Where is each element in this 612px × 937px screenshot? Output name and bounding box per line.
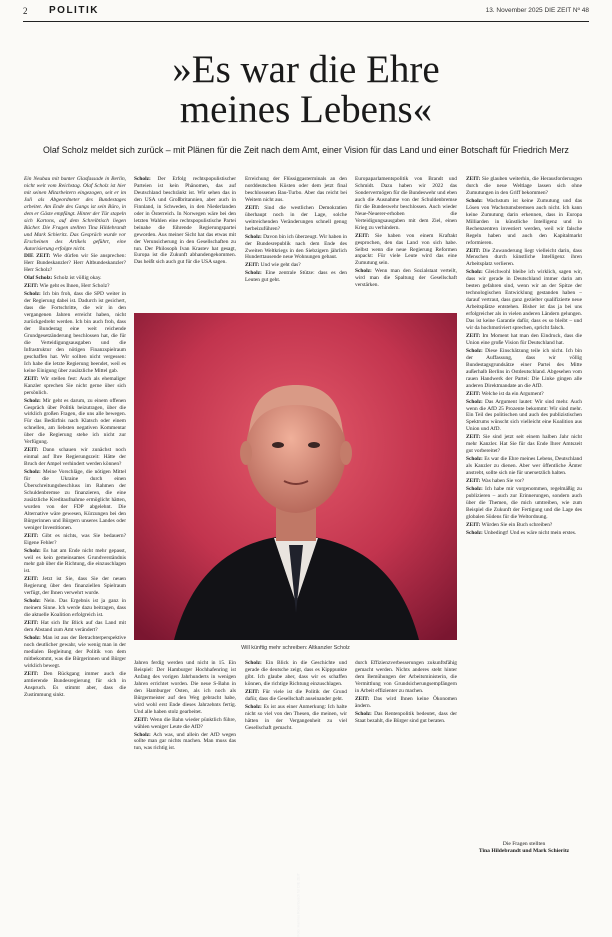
- interview-answer: [24, 275, 126, 282]
- paragraph-text: Ein Neubau mit bunter Glasfassade in Berlin, nicht weit vom Reichstag. Olaf Scholz ist hier mit seinen Mitarbeitern eingezogen, seit er im Juli als Abgeordneter des Bundestages arbeitet. Am Ende des Gangs ist sein Büro, in dem er Gäste empfängt. Hinter der Tür stapeln sich Kartons, auf dem Schreibtisch liegen Bücher. Die Fragen stellten Tina Hildebrandt und Mark Schieritz. Das Gespräch wurde vor Erscheinen des Artikels geführt, eine Autorisierung erfolgte nicht.: [24, 176, 126, 252]
- paragraph-text: Gibt es nichts, was Sie bedauern? Eigene Fehler?: [24, 532, 126, 546]
- paragraph-text: Jetzt ist Sie, dass Sie der neuen Regierung über den finanziellen Spielraum verfügt, der Ihnen verwehrt wurde.: [24, 576, 126, 597]
- interview-answer: [466, 269, 582, 332]
- page-header: [23, 6, 589, 20]
- speaker-label: Scholz:: [245, 703, 264, 710]
- speaker-label: ZEIT:: [466, 521, 482, 528]
- interview-question: [355, 696, 457, 710]
- article-column-4-bottom: [355, 660, 457, 856]
- interview-answer: [134, 732, 236, 753]
- interview-answer: [466, 348, 582, 390]
- interview-answer: [466, 530, 582, 537]
- paragraph-text: Im Moment hat man den Eindruck, dass die Union eine große Vision für Deutschland hat.: [466, 332, 582, 346]
- paragraph-text: Für viele ist die Politik der Grund dafür, dass die Gesellschaft auseinander geht.: [245, 688, 347, 702]
- paragraph-text: Sie haben von einem Kraftakt gesprochen, den das Land von sich habe. Selbst wenn die neue Regierung Reformen anpackt: Für viele Leute wird das eine Zumutung sein.: [355, 232, 457, 267]
- interview-answer: [466, 456, 582, 477]
- paragraph-text: Ein Blick in die Geschichte und gerade die deutsche zeigt, dass es Kipppunkte gibt. Ich glaube aber, dass wir es schaffen können, die richtige Richtung einzuschlagen.: [245, 660, 348, 687]
- interview-question: [24, 620, 126, 634]
- interview-answer: [466, 399, 582, 434]
- article-column-3-bottom: [245, 660, 347, 856]
- headline-line-1: »Es war die Ehre: [172, 48, 440, 91]
- interview-question: [24, 283, 126, 290]
- paragraph-text: Wachstum ist keine Zumutung und das Lösen von Wachstumsbremsen auch nicht. Ich kann keine Zumutung darin erkennen, dass in Europa Milliarden in künstliche Intelligenz und in Rechenzentren investiert werden, weil wir falsche Regeln haben und auch den Kapitalmarkt reformieren.: [466, 197, 582, 246]
- paragraph-text: Mir geht es darum, zu einem offenen Gespräch über Politik beizutragen, über die wirklich großen Fragen, die uns alle bewegen. Für das Bedürfnis nach Klatsch oder einem schnellen, am liebsten negativen Kommentar über die Regierung stehe ich nicht zur Verfügung.: [24, 397, 126, 446]
- photo-credit: Foto: Hannes Rosenbusch für DIE ZEIT: [297, 873, 301, 937]
- paragraph-text: Das wird Ihnen keine Ökonomen ändern.: [355, 695, 457, 709]
- speaker-label: ZEIT:: [355, 695, 374, 702]
- photo-caption: Will künftig mehr schreiben: Altkanzler Scholz: [241, 645, 350, 651]
- speaker-label: ZEIT:: [245, 262, 261, 269]
- interview-question: [466, 333, 582, 347]
- paragraph-text: Ich bin froh, dass die SPD weiter in der Regierung dabei ist. Dadurch ist gesichert, dass die Fortschritte, die wir in den vergangenen Jahren erreicht haben, nicht zurückgedreht werden. Ich bin auch froh, dass der Bundestag eine weit reichende Grundgesetzänderung beschlossen hat, die für die Verteidigungsausgaben und die Infrastruktur den nötigen Finanzspielraum geschaffen hat. Wir sollten nicht vergessen: Ich habe die letzte Regierung beendet, weil es keine Einigung über zusätzliche Mittel gab.: [24, 291, 126, 374]
- paragraph-text: Würden Sie ein Buch schreiben?: [481, 521, 553, 528]
- article-column-1: [24, 176, 126, 856]
- paragraph-text: Jahren ferdig werden und nicht in 15. Ein Beispiel: Der Hamburger Hochhafenring ist Anfang des vorigen Jahrhunderts in wenigen Jahren errichtet worden. Die neue S-Bahn in den Hamburger Osten, als ich noch als Bürgermeister auf den Weg gebracht habe, wird wohl erst Ende dieses Jahrzehnts fertig. Und alle haben stolz gearbeitet.: [134, 660, 236, 715]
- speaker-label: Scholz:: [466, 197, 487, 204]
- interview-question: [24, 533, 126, 547]
- paragraph-text: Den Rückgang immer auch die amtierende Bundesregierung für sich in Anspruch. Es stimmt aber, dass die Zustimmung sinkt.: [24, 670, 126, 698]
- speaker-label: Scholz:: [355, 710, 375, 717]
- interview-question: [245, 262, 347, 269]
- interview-answer: [466, 198, 582, 247]
- speaker-label: ZEIT:: [134, 716, 150, 723]
- speaker-label: ZEIT:: [466, 478, 482, 485]
- portrait-illustration: [134, 313, 457, 640]
- speaker-label: ZEIT:: [245, 204, 265, 211]
- paragraph-text: Die Zuwanderung liegt vielleicht darin, dass Menschen durch künstliche Intelligenz ihren Arbeitsplatz verlieren.: [466, 247, 582, 268]
- paragraph-text: Hat sich Ihr Blick auf das Land mit dem Abstand zum Amt verändert?: [24, 620, 126, 634]
- speaker-label: Scholz:: [466, 398, 485, 405]
- interview-answer: [134, 660, 236, 716]
- interview-answer: [245, 176, 347, 204]
- speaker-label: Scholz:: [24, 598, 44, 605]
- speaker-label: Scholz:: [24, 635, 43, 641]
- speaker-label: Scholz:: [24, 397, 43, 404]
- interviewer-credit-names: Tina Hildebrandt und Mark Schieritz: [478, 848, 570, 854]
- interviewer-credit-label: Die Fragen stellten: [502, 841, 546, 847]
- article-column-2-bottom: [134, 660, 236, 856]
- interview-question: [245, 205, 347, 233]
- interview-answer: [355, 176, 457, 232]
- interview-question: [24, 253, 126, 274]
- paragraph-text: Sind die westlichen Demokratien überhaupt noch in der Lage, solche weitreichenden Veränderungen schnell genug herbeizuführen?: [245, 204, 347, 232]
- paragraph-text: Wenn die Bahn wieder pünktlich führe, wählen weniger Leute die AfD?: [134, 716, 236, 730]
- paragraph-text: Davon bin ich überzeugt. Wir haben in der Bundesrepublik nach dem Ende des Zweiten Weltkriegs in den Siebzigern jährlich Hunderttausende neue Wohnungen gebaut.: [245, 233, 347, 261]
- interview-answer: [245, 660, 347, 688]
- paragraph-text: Ich habe mir vorgenommen, regelmäßig zu publizieren – auch zur Erinnerungen, sondern auch über die Themen, die mich umtreiben, wie zum Beispiel die Zukunft der Fertigung und die Lage des globalen Südens für die Weltordnung.: [466, 485, 582, 520]
- interview-answer: [24, 548, 126, 576]
- paragraph-text: Und wie geht das?: [260, 262, 301, 269]
- paragraph-text: Wie geht es Ihnen, Herr Scholz?: [39, 283, 110, 290]
- interviewer-credit: [466, 841, 582, 855]
- speaker-label: Scholz:: [134, 176, 158, 182]
- paragraph-text: Was haben Sie vor?: [481, 478, 525, 485]
- paragraph-text: Nein. Das Ergebnis ist ja ganz in meinem Sinne. Ich werde dazu beitragen, dass die aktuelle Koalition erfolgreich ist.: [24, 598, 126, 619]
- interview-question: [466, 248, 582, 269]
- speaker-label: Scholz:: [24, 469, 43, 476]
- headline: [0, 50, 612, 130]
- speaker-label: Scholz:: [245, 660, 266, 666]
- speaker-label: Scholz:: [245, 233, 264, 240]
- interview-answer: [134, 176, 236, 266]
- speaker-label: ZEIT:: [466, 390, 482, 397]
- interview-question: [24, 376, 126, 397]
- paragraph-text: Das Rentenpolitik bedeutet, dass der Staat bezahlt, die Bürger sind gut beraten.: [355, 710, 457, 724]
- speaker-label: Olaf Scholz:: [24, 275, 54, 282]
- paragraph-text: Ach was, und allein der AfD wegen sollte man gar nichts machen. Man muss das tun, was richtig ist.: [134, 731, 236, 752]
- section-title: POLITIK: [49, 5, 99, 16]
- speaker-label: ZEIT:: [24, 283, 40, 290]
- paragraph-text: Der Erfolg rechtspopulistischer Parteien ist kein Phänomen, das auf Deutschland beschränkt ist. Wir sehen das in den USA und Großbritannien, aber auch in Finnland, in Schweden, in den Niederlanden oder in Österreich. In Norwegen wäre bei den letzten Wahlen eine rechtspopulistische Partei beinahe die führende Regierungspartei geworden. Aus meiner Sicht hat das etwas mit der Verunsicherung in den Gesellschaften zu tun. Der Philosoph Ivan Krastev hat gesagt, Europa ist die Zukunft abhandengekommen. Das heißt sich auch gut für die USA sagen.: [134, 176, 236, 266]
- interview-answer: [355, 660, 457, 695]
- speaker-label: ZEIT:: [466, 176, 482, 182]
- speaker-label: Scholz:: [466, 269, 486, 276]
- interview-answer: [466, 486, 582, 521]
- speaker-label: ZEIT:: [24, 375, 41, 382]
- interview-question: [24, 447, 126, 468]
- paragraph-text: Wie dürfen wir Sie ansprechen: Herr Bundeskanzler? Herr Altbundeskanzler? Herr Scholz?: [24, 253, 126, 274]
- interview-answer: [355, 268, 457, 289]
- speaker-label: Scholz:: [134, 731, 154, 738]
- interview-answer: [245, 270, 347, 284]
- paragraph-text: Wir stellen fest: Auch als ehemaliger Kanzler sprechen Sie nicht gerne über sich persönlich.: [24, 375, 126, 396]
- paragraph-text: Man ist aus der Betrachterperspektive noch deutlicher gewahr, wie wenig man in der medialen Begleitung der Politik von dem mitbekommt, was die Bürgerinnen und Bürger wirklich bewegt.: [24, 635, 126, 669]
- speaker-label: Scholz:: [245, 270, 266, 277]
- issue-date: 13. November 2025 DIE ZEIT Nº 48: [485, 7, 589, 14]
- article-column-2-top: [134, 176, 236, 306]
- speaker-label: Scholz:: [466, 529, 485, 536]
- headline-line-2: meines Lebens«: [179, 88, 433, 131]
- interview-question: [466, 176, 582, 197]
- article-column-5: [466, 176, 582, 836]
- speaker-label: ZEIT:: [466, 332, 483, 339]
- speaker-label: Scholz:: [24, 547, 44, 554]
- interview-question: [355, 233, 457, 268]
- interview-answer: [24, 291, 126, 374]
- interview-question: [466, 434, 582, 455]
- speaker-label: ZEIT:: [24, 670, 44, 677]
- paragraph-text: durch Effizienzverbesserungen zukunftsfähig gemacht werden. Nichts anderes steht hinter dem Bemühungen der Arbeitsministerin, die Vermittlung von Grundsicherungsempfängern in Arbeit effizienter zu machen.: [355, 660, 457, 694]
- speaker-label: ZEIT:: [24, 620, 41, 627]
- interview-question: [466, 522, 582, 529]
- interview-answer: [355, 711, 457, 725]
- speaker-label: Scholz:: [24, 291, 43, 298]
- interview-answer: [24, 635, 126, 670]
- interview-question: [466, 391, 582, 398]
- paragraph-text: Dann schauen wir zunächst noch einmal auf Ihre Regierungszeit: Hätte der Bruch der Ampel verhindert werden können?: [24, 447, 126, 468]
- paragraph-text: Europaparlamentspolitik von Brandt und Schmidt. Dazu haben wir 2022 das Sondervermögen für die Bundeswehr und eben auch die Ausnahme von der Schuldenbremse für die Bundeswehr beschlossen. Auch wieder Neue-Neuerer-erhoben die Verteidigungsausgaben mit dem Ziel, einen Krieg zu verhindern.: [355, 176, 457, 231]
- paragraph-text: Erreichung der Flüssiggasterminals an den norddeutschen Küsten oder dem jetzt final beschlossenen Bau-Turbo. Aber das reicht bei Weitem nicht aus.: [245, 176, 347, 203]
- speaker-label: Scholz:: [466, 485, 485, 492]
- paragraph-text: Unbedingt! Und es wäre nicht mein erstes.: [484, 529, 577, 536]
- interview-question: [24, 671, 126, 699]
- standfirst: Olaf Scholz meldet sich zurück – mit Plänen für die Zeit nach dem Amt, einer Vision für das Land und einer Botschaft für Friedrich Merz: [43, 145, 569, 155]
- interview-question: [245, 689, 347, 703]
- article-column-3-top: [245, 176, 347, 306]
- interview-answer: [245, 234, 347, 262]
- article-column-4-top: [355, 176, 457, 306]
- speaker-label: ZEIT:: [24, 532, 42, 539]
- speaker-label: ZEIT:: [24, 447, 43, 454]
- interview-answer: [24, 469, 126, 532]
- speaker-label: Scholz:: [466, 347, 486, 354]
- speaker-label: ZEIT:: [245, 688, 263, 695]
- interview-answer: [24, 398, 126, 447]
- paragraph-text: Das Argument lautet: Wir sind mehr. Auch wenn die AfD 25 Prozente bekommt: Wir sind mehr. Ein Teil des politischen und auch des publizistischen Spektrums wünscht sich vielleicht eine Koalition aus Union und AfD.: [466, 398, 582, 433]
- speaker-label: ZEIT:: [466, 434, 483, 441]
- page-number: 2: [23, 6, 28, 16]
- interview-answer: [245, 704, 347, 732]
- paragraph-text: Diese Einschätzung teile ich nicht. Ich bin der Auffassung, dass wir völlig Bundestagsgrundsätze einer Partei des Mitte außerhalb Berlins in Ostdeutschland. Abgesehen vom rauen Handwerk der Partei: Die Linke gingen alle anderen Direktmandate an die AfD.: [466, 347, 582, 389]
- header-rule: [23, 21, 589, 22]
- speaker-label: DIE ZEIT:: [24, 253, 54, 260]
- interview-question: [466, 478, 582, 485]
- paragraph-text: Es ist aus einer Anmerkung: Ich halte nicht so viel von den Thesen, die meinen, wir hätten in der Vergangenheit zu viel Gesellschaft gemacht.: [245, 703, 347, 731]
- paragraph-text: Sie glauben weiterhin, die Herausforderungen durch die neue Weltlage lassen sich ohne Zumutungen in den Griff bekommen?: [466, 176, 582, 196]
- speaker-label: Scholz:: [466, 456, 485, 463]
- interview-answer: [24, 598, 126, 619]
- paragraph-text: Gleichwohl bleibe ich wirklich, sagen wir, dass wir gerade in Deutschland immer darin am besten gefahren sind, wenn wir an der Spitze der technologischen Entwicklung gestanden haben – darauf vertraut, dass ganz gezielter qualifizierte neue Arbeitsplätze entstehen. Bisher ist das ja bei uns erfolgreicher als in vielen anderen Ländern gelungen. Das ist keine Garantie dafür, dass es so bleibt – und wir da hochmotiviert sprechen, spricht falsch.: [466, 269, 582, 332]
- speaker-label: ZEIT:: [24, 576, 43, 583]
- intro-paragraph: [24, 176, 126, 252]
- speaker-label: ZEIT:: [355, 232, 376, 239]
- paragraph-text: Es war die Ehre meines Lebens, Deutschland als Kanzler zu dienen. Aber wer öffentliche Ämter anstrebt, sollte sich nie für unersetzlich halten.: [466, 456, 582, 477]
- interview-question: [24, 576, 126, 597]
- speaker-label: ZEIT:: [466, 247, 483, 254]
- paragraph-text: Welche ist da ein Argument?: [481, 390, 544, 397]
- paragraph-text: Es hat am Ende nicht mehr gepasst, weil es kein gemeinsames Grundverständnis mehr gab über die Richtung, die einzuschlagen ist.: [24, 547, 127, 575]
- paragraph-text: Sie sind jetzt seit einem halben Jahr nicht mehr Kanzler. Hat Sie für das Ende Ihrer Amtszeit gut vorbereitet?: [466, 434, 582, 455]
- interview-question: [134, 717, 236, 731]
- paragraph-text: Wenn man den Sozialstaat verteilt, wird man die Spaltung der Gesellschaft verstärken.: [355, 268, 457, 289]
- speaker-label: Scholz:: [355, 268, 375, 275]
- paragraph-text: Scholz ist völlig okay.: [53, 275, 102, 282]
- paragraph-text: Meine Vorschläge, die nötigen Mittel für die Ukraine durch einen Überschreitungsbeschluss im Rahmen der Schuldenbremse zu finanzieren, die eine zusätzliche Kreditaufnahme ermöglicht hätten, wurden von der FDP abgelehnt. Die Alternative wäre gewesen, Kürzungen bei den Bürgerinnen und Bürgern unseres Landes oder weniger Investitionen.: [24, 469, 126, 531]
- paragraph-text: Eine zentrale Stütze: dass es den Leuten gut geht.: [245, 270, 348, 284]
